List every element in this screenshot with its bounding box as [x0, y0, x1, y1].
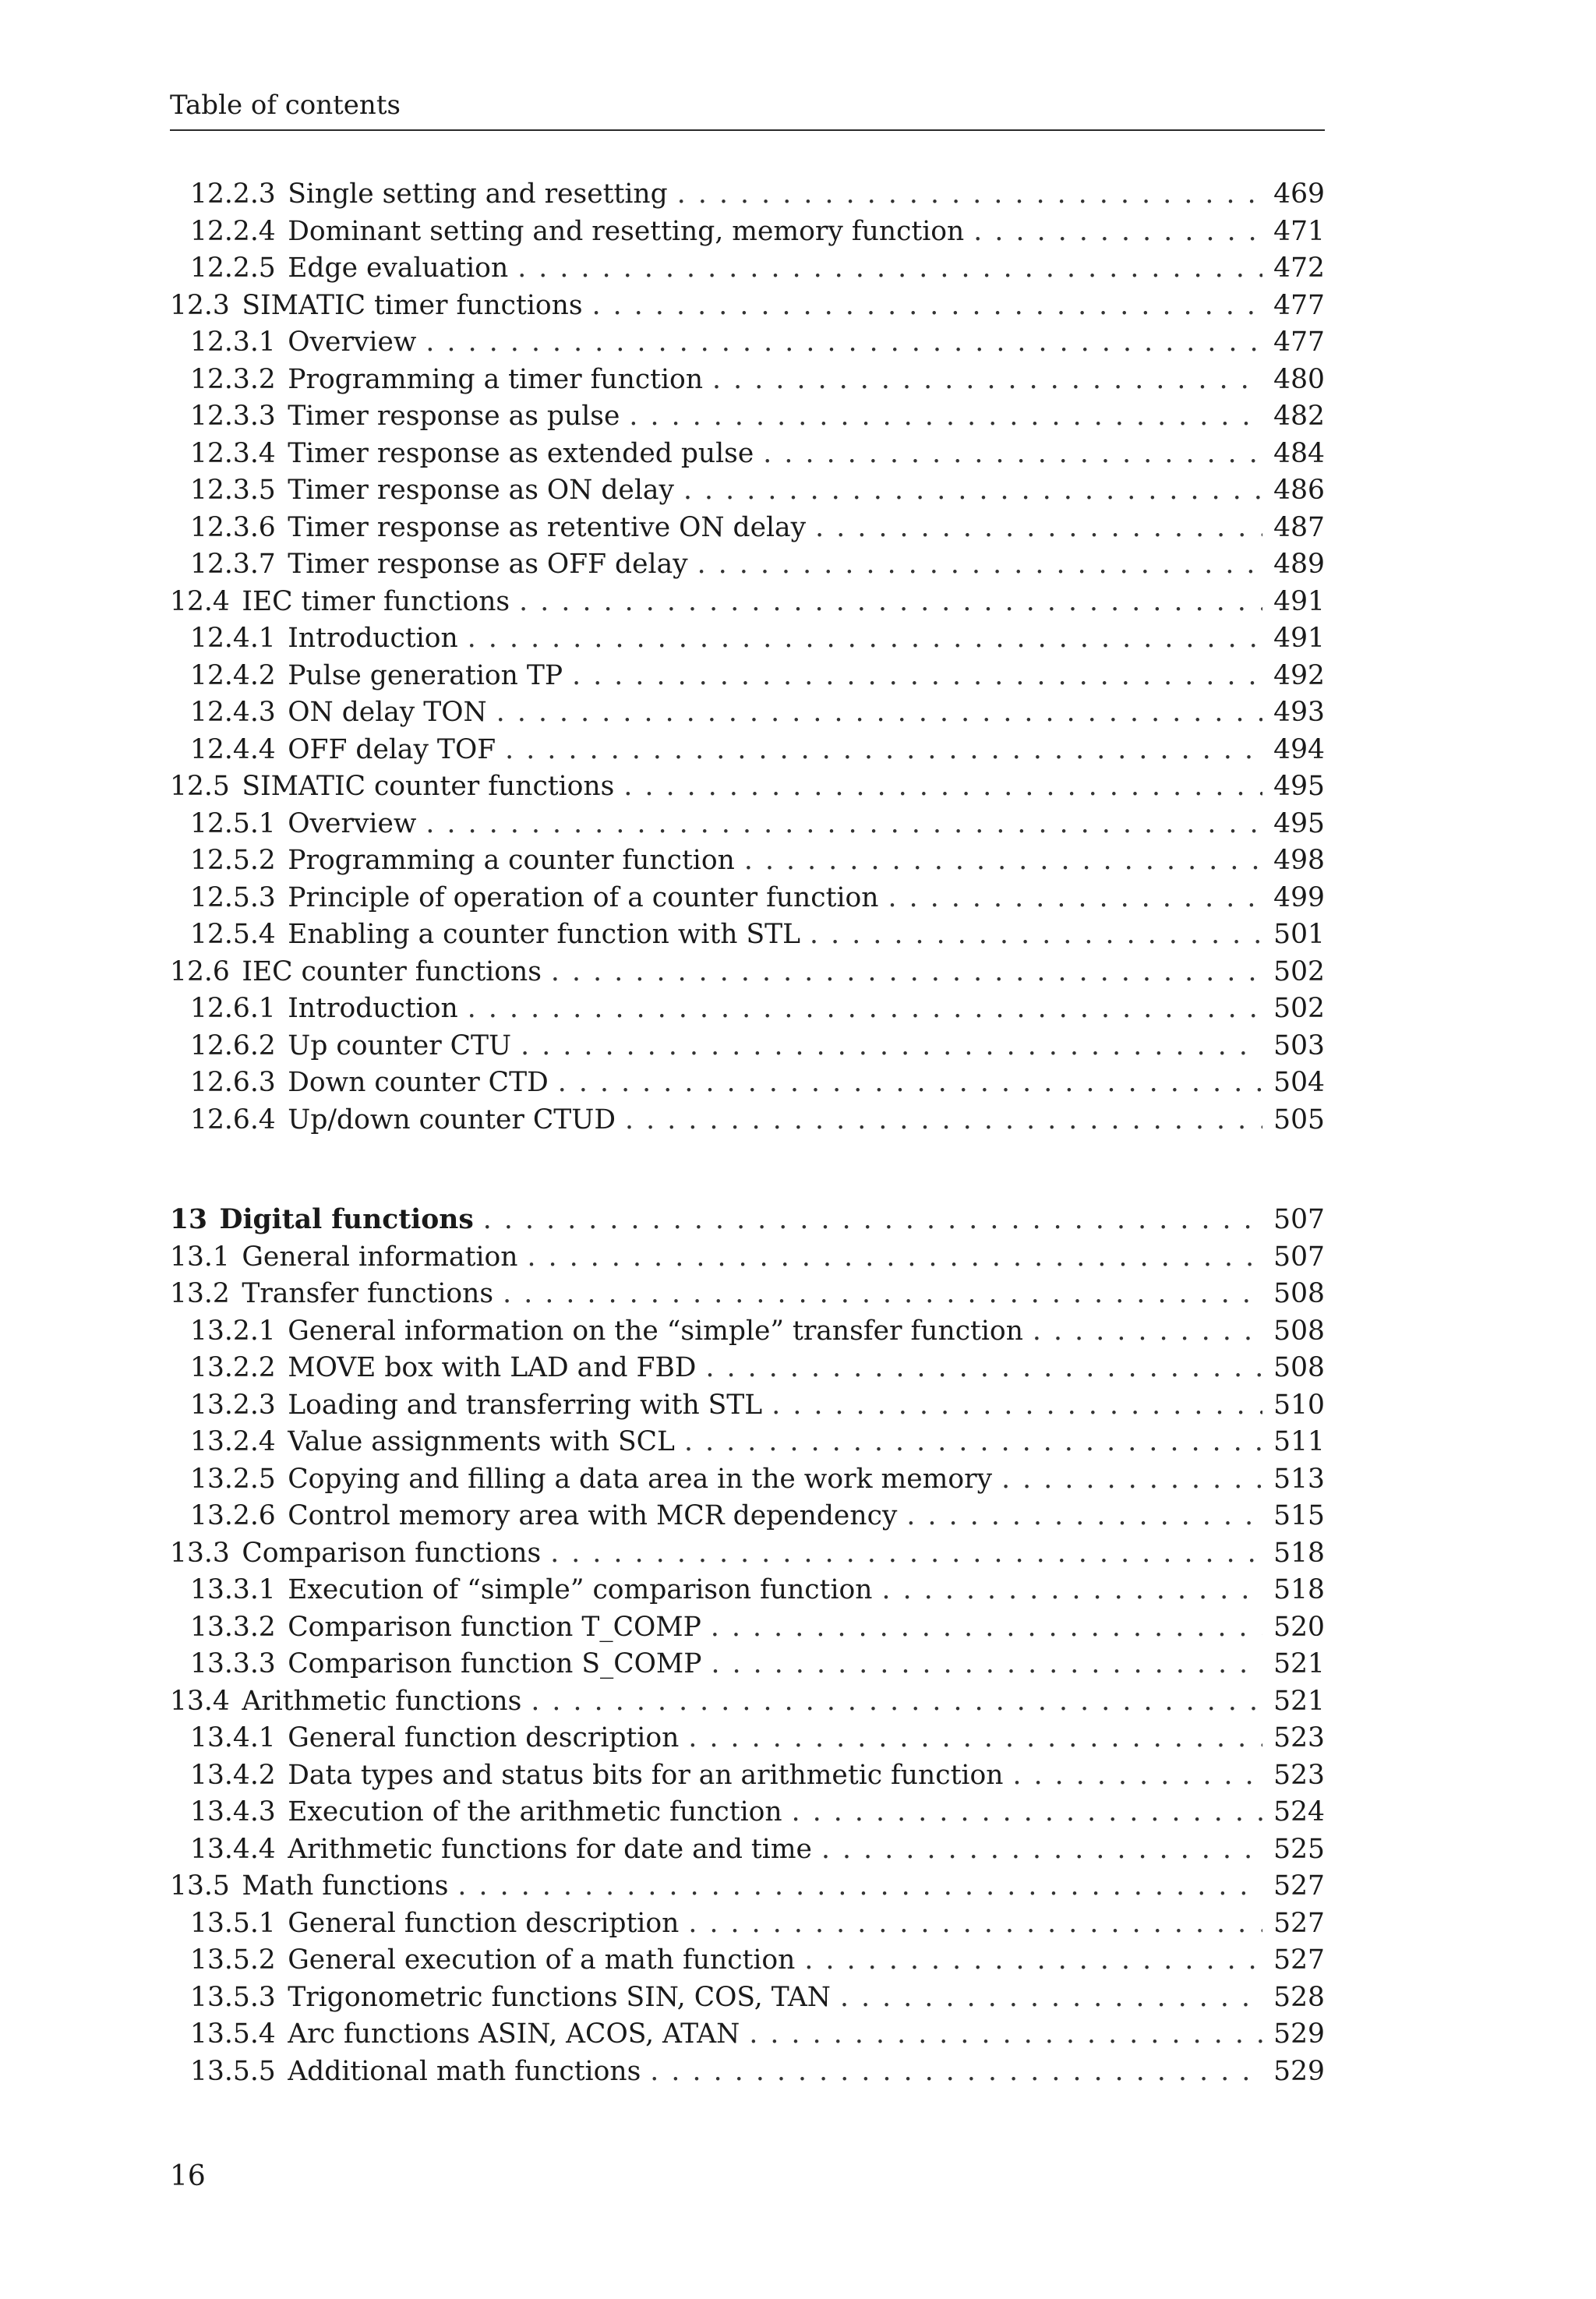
toc-entry-number: 12.2.3 [190, 178, 276, 210]
toc-entry[interactable] [170, 1683, 1325, 1721]
dot-leader [550, 1535, 1262, 1573]
toc-entry-number: 13.5.5 [190, 2055, 276, 2087]
toc-entry[interactable] [170, 176, 1325, 214]
toc-entry-title: General information [242, 1241, 518, 1273]
toc-entry-page: 511 [1273, 1426, 1325, 1457]
toc-entry-page: 508 [1273, 1352, 1325, 1383]
toc-entry-page: 523 [1273, 1722, 1325, 1753]
toc-entry-page: 527 [1273, 1870, 1325, 1902]
toc-entry-title: Control memory area with MCR dependency [288, 1500, 898, 1531]
toc-entry-page: 491 [1273, 623, 1325, 654]
toc-entry[interactable] [170, 1720, 1325, 1757]
toc-entry[interactable] [170, 1239, 1325, 1277]
toc-entry-number: 13.2.1 [190, 1315, 276, 1347]
dot-leader [763, 436, 1262, 473]
toc-entry-page: 498 [1273, 845, 1325, 876]
toc-entry-page: 486 [1273, 475, 1325, 506]
dot-leader [527, 1239, 1262, 1277]
dot-leader [650, 2054, 1262, 2091]
toc-entry-number: 12.4 [170, 585, 230, 617]
toc-entry-number: 12.2.5 [190, 253, 276, 284]
toc-entry-number: 13.1 [170, 1241, 230, 1273]
dot-leader [697, 546, 1263, 584]
toc-entry-number: 12.3.4 [190, 437, 276, 469]
toc-entry-title: Copying and filling a data area in the work memory [288, 1463, 993, 1495]
toc-entry-page: 499 [1273, 881, 1325, 913]
toc-entry-title: Programming a timer function [288, 363, 704, 395]
toc-entry-number: 13.2.2 [190, 1352, 276, 1383]
dot-leader [705, 1350, 1262, 1387]
toc-entry-number: 13.5.2 [190, 1944, 276, 1976]
toc-entry[interactable] [170, 1028, 1325, 1065]
toc-entry[interactable] [170, 916, 1325, 954]
toc-entry-page: 525 [1273, 1833, 1325, 1865]
toc-entry-title: SIMATIC counter functions [242, 771, 615, 802]
toc-entry[interactable] [170, 1942, 1325, 1979]
toc-entry-title: Single setting and resetting [288, 178, 668, 210]
toc-entry-title: Timer response as extended pulse [288, 437, 754, 469]
toc-entry-title: Arc functions ASIN, ACOS, ATAN [288, 2018, 740, 2050]
toc-entry-number: 12.3.5 [190, 475, 276, 506]
toc-entry-title: IEC counter functions [242, 955, 542, 987]
toc-entry[interactable] [170, 991, 1325, 1028]
dot-leader [623, 768, 1262, 806]
toc-entry-number: 12.5.3 [190, 881, 276, 913]
page-number: 16 [170, 2160, 206, 2192]
toc-entry-page: 492 [1273, 659, 1325, 691]
toc-entry-number: 13.2 [170, 1278, 230, 1309]
toc-entry-number: 12.3.1 [190, 327, 276, 358]
toc-entry[interactable] [170, 1498, 1325, 1535]
dot-leader [425, 806, 1262, 843]
toc-entry[interactable] [170, 1609, 1325, 1647]
toc-entry[interactable] [170, 1387, 1325, 1425]
toc-entry[interactable] [170, 546, 1325, 584]
dot-leader [882, 1572, 1263, 1609]
toc-entry-number: 12.4.1 [190, 623, 276, 654]
toc-entry[interactable] [170, 732, 1325, 769]
toc-entry-page: 518 [1273, 1537, 1325, 1569]
toc-entry-number: 12.5.2 [190, 845, 276, 876]
toc-entry-title: Overview [288, 807, 417, 839]
toc-entry[interactable] [170, 1065, 1325, 1102]
dot-leader [531, 1683, 1262, 1721]
toc-entry-page: 515 [1273, 1500, 1325, 1531]
toc-entry[interactable] [170, 362, 1325, 399]
dot-leader [749, 2016, 1262, 2054]
toc-entry-page: 484 [1273, 437, 1325, 469]
toc-entry-number: 13.2.3 [190, 1389, 276, 1421]
dot-leader [744, 842, 1262, 880]
toc-entry-title: ON delay TON [288, 697, 487, 728]
dot-leader [821, 1831, 1262, 1869]
toc-entry-number: 12.3 [170, 289, 230, 321]
toc-entry-number: 13.2.5 [190, 1463, 276, 1495]
dot-leader [684, 1424, 1262, 1461]
toc-entry-page: 491 [1273, 585, 1325, 617]
dot-leader [519, 584, 1262, 621]
dot-leader [677, 176, 1262, 214]
toc-entry-page: 495 [1273, 807, 1325, 839]
toc-entry-title: General information on the “simple” transfer function [288, 1315, 1023, 1347]
toc-entry[interactable] [170, 584, 1325, 621]
toc-entry[interactable] [170, 1276, 1325, 1313]
toc-entry-title: OFF delay TOF [288, 733, 496, 765]
dot-leader [1001, 1461, 1262, 1499]
dot-leader [772, 1387, 1262, 1425]
toc-entry-page: 521 [1273, 1685, 1325, 1717]
toc-entry-title: Value assignments with SCL [288, 1426, 675, 1457]
toc-entry-page: 487 [1273, 511, 1325, 543]
toc-entry-number: 12.3.3 [190, 401, 276, 432]
toc-entry-title: General function description [288, 1907, 680, 1939]
toc-entry-title: SIMATIC timer functions [242, 289, 583, 321]
toc-entry-page: 528 [1273, 1981, 1325, 2013]
toc-entry[interactable] [170, 842, 1325, 880]
toc-entry-title: Additional math functions [288, 2055, 641, 2087]
toc-entry[interactable] [170, 1102, 1325, 1139]
toc-entry[interactable] [170, 1350, 1325, 1387]
toc-entry-page: 471 [1273, 215, 1325, 247]
toc-entry-number: 12.6.1 [190, 993, 276, 1024]
toc-entry-page: 510 [1273, 1389, 1325, 1421]
dot-leader [425, 324, 1262, 362]
toc-entry-page: 508 [1273, 1315, 1325, 1347]
toc-entry-title: Arithmetic functions [242, 1685, 522, 1717]
toc-entry-page: 494 [1273, 733, 1325, 765]
toc-entry-title: Digital functions [219, 1204, 474, 1235]
toc-entry[interactable] [170, 1535, 1325, 1573]
toc-entry-title: Math functions [242, 1870, 449, 1902]
dot-leader [711, 1646, 1262, 1683]
toc-entry-page: 507 [1273, 1204, 1325, 1235]
toc-entry[interactable] [170, 1868, 1325, 1905]
toc-entry-title: Comparison function T_COMP [288, 1611, 701, 1643]
toc-entry-title: Execution of the arithmetic function [288, 1796, 782, 1828]
toc-entry-title: Pulse generation TP [288, 659, 563, 691]
dot-leader [625, 1102, 1262, 1139]
dot-leader [551, 954, 1262, 991]
toc-entry-page: 480 [1273, 363, 1325, 395]
toc-entry-title: Timer response as pulse [288, 401, 620, 432]
toc-entry[interactable] [170, 2054, 1325, 2091]
toc-entry-title: Dominant setting and resetting, memory function [288, 215, 965, 247]
toc-entry-title: Loading and transferring with STL [288, 1389, 763, 1421]
toc-entry-page: 527 [1273, 1944, 1325, 1976]
toc-entry[interactable] [170, 1794, 1325, 1831]
toc-entry-title: Programming a counter function [288, 845, 735, 876]
toc-entry-number: 12.2.4 [190, 215, 276, 247]
dot-leader [592, 288, 1263, 325]
dot-leader [503, 1276, 1262, 1313]
toc-entry[interactable] [170, 214, 1325, 251]
toc-entry[interactable] [170, 620, 1325, 658]
dot-leader [792, 1794, 1263, 1831]
toc-entry-title: Down counter CTD [288, 1067, 549, 1098]
dot-leader [688, 1905, 1262, 1943]
toc-entry-title: MOVE box with LAD and FBD [288, 1352, 697, 1383]
toc-entry-number: 12.6.3 [190, 1067, 276, 1098]
dot-leader [840, 1979, 1262, 2017]
toc-entry-page: 527 [1273, 1907, 1325, 1939]
dot-leader [483, 1202, 1262, 1239]
toc-section-chapter-12 [170, 176, 1325, 1139]
toc-entry-number: 13.5.4 [190, 2018, 276, 2050]
toc-entry-number: 12.6.4 [190, 1104, 276, 1135]
toc-entry-title: Execution of “simple” comparison function [288, 1574, 873, 1605]
toc-entry-page: 502 [1273, 955, 1325, 987]
dot-leader [505, 732, 1262, 769]
toc-entry-number: 13.2.6 [190, 1500, 276, 1531]
toc-entry[interactable] [170, 1757, 1325, 1795]
toc-entry-page: 529 [1273, 2018, 1325, 2050]
dot-leader [712, 362, 1262, 399]
toc-entry-number: 12.3.2 [190, 363, 276, 395]
toc-entry-page: 508 [1273, 1278, 1325, 1309]
toc-entry[interactable] [170, 324, 1325, 362]
toc-entry-title: Trigonometric functions SIN, COS, TAN [288, 1981, 831, 2013]
dot-leader [683, 472, 1262, 510]
toc-entry-number: 13.5 [170, 1870, 230, 1902]
toc-entry-page: 505 [1273, 1104, 1325, 1135]
toc-entry-number: 12.4.3 [190, 697, 276, 728]
toc-entry-number: 12.5.1 [190, 807, 276, 839]
toc-entry-number: 12.3.6 [190, 511, 276, 543]
running-header: Table of contents [170, 90, 401, 121]
toc-entry-page: 469 [1273, 178, 1325, 210]
dot-leader [973, 214, 1262, 251]
toc-entry[interactable] [170, 288, 1325, 325]
toc-entry-page: 507 [1273, 1241, 1325, 1273]
toc-entry-number: 13.4 [170, 1685, 230, 1717]
toc-entry[interactable] [170, 510, 1325, 547]
toc-entry-number: 13.5.1 [190, 1907, 276, 1939]
toc-entry[interactable] [170, 1424, 1325, 1461]
toc-entry-title: Timer response as retentive ON delay [288, 511, 807, 543]
toc-entry-number: 13.4.1 [190, 1722, 276, 1753]
toc-entry-number: 12.6 [170, 955, 230, 987]
toc-entry-title: Timer response as OFF delay [288, 549, 688, 580]
toc-entry[interactable] [170, 806, 1325, 843]
toc-entry-number: 12.5.4 [190, 919, 276, 950]
toc-entry-title: Arithmetic functions for date and time [288, 1833, 812, 1865]
toc-entry-title: Edge evaluation [288, 253, 509, 284]
toc-entry-page: 472 [1273, 253, 1325, 284]
toc-entry-title: Up/down counter CTUD [288, 1104, 616, 1135]
toc-entry-title: Enabling a counter function with STL [288, 919, 801, 950]
dot-leader [457, 1868, 1262, 1905]
dot-leader [906, 1498, 1262, 1535]
toc-entry-title: Up counter CTU [288, 1029, 512, 1061]
toc-entry-title: Principle of operation of a counter function [288, 881, 879, 913]
toc-entry-page: 493 [1273, 697, 1325, 728]
toc-entry-title: Comparison functions [242, 1537, 542, 1569]
toc-entry[interactable] [170, 2016, 1325, 2054]
toc-entry-title: IEC timer functions [242, 585, 510, 617]
toc-entry-number: 13.3.3 [190, 1648, 276, 1679]
toc-entry-page: 523 [1273, 1759, 1325, 1791]
toc-entry-page: 518 [1273, 1574, 1325, 1605]
toc-entry-number: 13.5.3 [190, 1981, 276, 2013]
toc-entry-page: 503 [1273, 1029, 1325, 1061]
toc-entry-number: 13.3.1 [190, 1574, 276, 1605]
toc-entry-page: 477 [1273, 289, 1325, 321]
toc-entry-number: 13.2.4 [190, 1426, 276, 1457]
toc-entry-page: 495 [1273, 771, 1325, 802]
dot-leader [468, 620, 1262, 658]
toc-entry[interactable] [170, 1979, 1325, 2017]
toc-entry[interactable] [170, 1905, 1325, 1943]
toc-entry[interactable] [170, 398, 1325, 436]
toc-entry-page: 501 [1273, 919, 1325, 950]
toc-entry-number: 13 [170, 1204, 208, 1235]
toc-entry-number: 13.3 [170, 1537, 230, 1569]
toc-entry-title: Introduction [288, 623, 458, 654]
dot-leader [888, 880, 1263, 917]
toc-entry[interactable] [170, 472, 1325, 510]
document-page [170, 0, 1325, 2299]
toc-entry-page: 502 [1273, 993, 1325, 1024]
toc-entry-number: 12.3.7 [190, 549, 276, 580]
dot-leader [1033, 1313, 1262, 1351]
toc-entry-title: Data types and status bits for an arithmetic function [288, 1759, 1004, 1791]
toc-entry-page: 513 [1273, 1463, 1325, 1495]
dot-leader [804, 1942, 1262, 1979]
toc-entry-number: 13.4.2 [190, 1759, 276, 1791]
toc-entry[interactable] [170, 954, 1325, 991]
toc-entry[interactable] [170, 768, 1325, 806]
toc-entry-number: 12.6.2 [190, 1029, 276, 1061]
toc-entry[interactable] [170, 1461, 1325, 1499]
toc-entry[interactable] [170, 880, 1325, 917]
toc-entry-title: Transfer functions [242, 1278, 494, 1309]
dot-leader [815, 510, 1262, 547]
toc-entry[interactable] [170, 1572, 1325, 1609]
toc-entry-title: Introduction [288, 993, 458, 1024]
dot-leader [711, 1609, 1262, 1647]
toc-entry-page: 477 [1273, 327, 1325, 358]
toc-entry-page: 521 [1273, 1648, 1325, 1679]
toc-section-chapter-13 [170, 1202, 1325, 2090]
toc-entry-number: 12.5 [170, 771, 230, 802]
dot-leader [517, 250, 1262, 288]
dot-leader [558, 1065, 1262, 1102]
toc-entry-title: Overview [288, 327, 417, 358]
toc-entry-page: 489 [1273, 549, 1325, 580]
header-rule [170, 129, 1325, 131]
toc-entry-number: 13.3.2 [190, 1611, 276, 1643]
toc-entry-page: 482 [1273, 401, 1325, 432]
toc-entry-number: 12.4.2 [190, 659, 276, 691]
dot-leader [521, 1028, 1262, 1065]
toc-entry[interactable] [170, 1313, 1325, 1351]
dot-leader [688, 1720, 1262, 1757]
toc-entry-number: 13.4.3 [190, 1796, 276, 1828]
toc-entry-title: Timer response as ON delay [288, 475, 674, 506]
toc-entry-title: Comparison function S_COMP [288, 1648, 702, 1679]
toc-entry[interactable] [170, 1646, 1325, 1683]
toc-entry-page: 524 [1273, 1796, 1325, 1828]
dot-leader [496, 694, 1262, 732]
dot-leader [810, 916, 1262, 954]
dot-leader [572, 658, 1262, 695]
toc-entry-title: General function description [288, 1722, 680, 1753]
toc-entry[interactable] [170, 1202, 1325, 1239]
toc-entry[interactable] [170, 1831, 1325, 1869]
toc-entry[interactable] [170, 694, 1325, 732]
toc-entry[interactable] [170, 250, 1325, 288]
dot-leader [1012, 1757, 1262, 1795]
toc-entry-number: 13.4.4 [190, 1833, 276, 1865]
dot-leader [468, 991, 1262, 1028]
toc-entry[interactable] [170, 658, 1325, 695]
toc-entry-page: 504 [1273, 1067, 1325, 1098]
dot-leader [629, 398, 1262, 436]
toc-entry-number: 12.4.4 [190, 733, 276, 765]
toc-entry[interactable] [170, 436, 1325, 473]
toc-entry-page: 529 [1273, 2055, 1325, 2087]
toc-entry-title: General execution of a math function [288, 1944, 796, 1976]
toc-entry-page: 520 [1273, 1611, 1325, 1643]
